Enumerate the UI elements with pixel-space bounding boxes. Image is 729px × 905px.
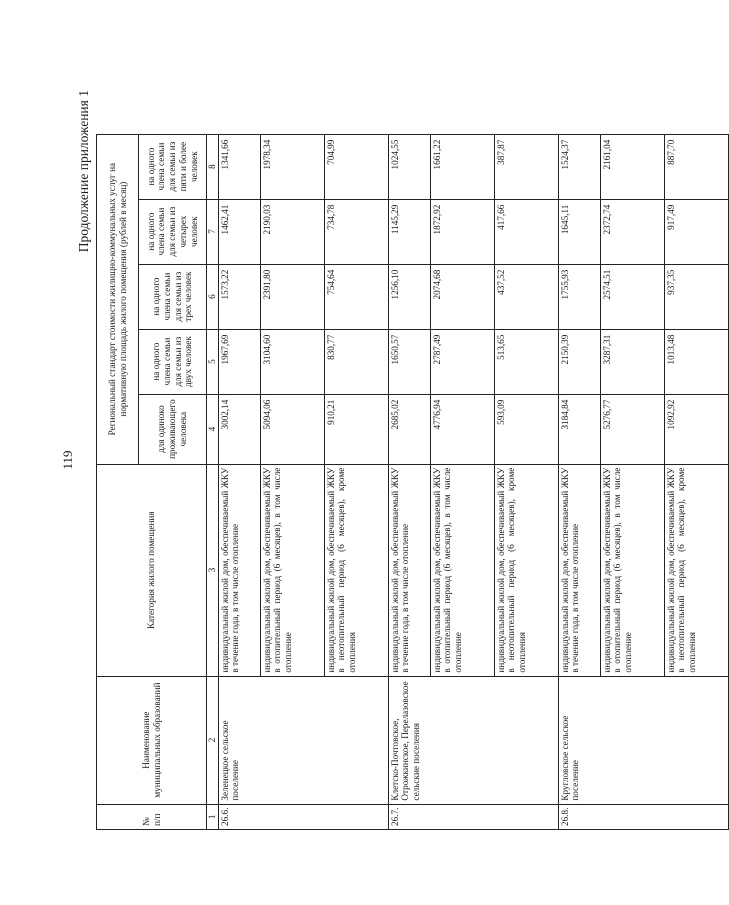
value-single: 593,09 xyxy=(494,394,558,464)
value-three: 754,64 xyxy=(324,264,388,329)
value-single: 1092,92 xyxy=(664,394,728,464)
column-number: 6 xyxy=(207,264,219,329)
municipality-name: Зеленецкое сельское поселение xyxy=(218,676,388,804)
municipality-name: Кругловское сельское поселение xyxy=(558,676,728,804)
value-four: 2372,74 xyxy=(600,199,664,264)
housing-category: индивидуальный жилой дом, обеспечиваемый ЖКУ в отопительный период (6 месяцев), в том числе отопление xyxy=(600,464,664,676)
value-single: 3002,14 xyxy=(218,394,260,464)
value-five: 1661,22 xyxy=(430,134,494,199)
value-single: 4776,94 xyxy=(430,394,494,464)
header-subcol-two: на одного члена семьи для семьи из двух человек xyxy=(139,329,207,394)
value-two: 1967,69 xyxy=(218,329,260,394)
value-single: 3184,84 xyxy=(558,394,600,464)
value-three: 2391,80 xyxy=(260,264,324,329)
header-standard: Региональный стандарт стоимости жилищно-коммунальных услуг на нормативную площадь жилого помещения (рублей в месяц) xyxy=(97,134,139,464)
value-three: 1256,10 xyxy=(388,264,430,329)
municipality-name: Клетско-Почтовское, Отрожкинское, Перелазовское сельские поселения xyxy=(388,676,558,804)
value-two: 2787,49 xyxy=(430,329,494,394)
value-five: 2161,04 xyxy=(600,134,664,199)
value-two: 513,65 xyxy=(494,329,558,394)
value-two: 1013,48 xyxy=(664,329,728,394)
value-five: 704,99 xyxy=(324,134,388,199)
page-number: 119 xyxy=(60,450,75,470)
housing-category: индивидуальный жилой дом, обеспечиваемый ЖКУ в течение года, в том числе отопление xyxy=(218,464,260,676)
header-no: № п/п xyxy=(97,804,207,829)
value-four: 734,78 xyxy=(324,199,388,264)
value-single: 5276,77 xyxy=(600,394,664,464)
value-four: 417,66 xyxy=(494,199,558,264)
value-three: 1755,93 xyxy=(558,264,600,329)
column-number: 1 xyxy=(207,804,219,829)
housing-category: индивидуальный жилой дом, обеспечиваемый ЖКУ в неотопительный период (6 месяцев), кроме отопления xyxy=(664,464,728,676)
header-subcol-five: на одного члена семьи для семьи из пяти и более человек xyxy=(139,134,207,199)
column-number: 5 xyxy=(207,329,219,394)
housing-category: индивидуальный жилой дом, обеспечиваемый ЖКУ в неотопительный период (6 месяцев), кроме отопления xyxy=(494,464,558,676)
column-number: 8 xyxy=(207,134,219,199)
column-number: 7 xyxy=(207,199,219,264)
value-four: 1462,41 xyxy=(218,199,260,264)
value-five: 387,87 xyxy=(494,134,558,199)
column-number: 3 xyxy=(207,464,219,676)
value-three: 2074,68 xyxy=(430,264,494,329)
value-five: 1341,66 xyxy=(218,134,260,199)
value-four: 1872,92 xyxy=(430,199,494,264)
value-four: 1645,11 xyxy=(558,199,600,264)
value-four: 1145,29 xyxy=(388,199,430,264)
value-five: 887,70 xyxy=(664,134,728,199)
appendix-caption: Продолжение приложения 1 xyxy=(76,90,91,253)
header-subcol-four: на одного члена семьи для семьи из четырех человек xyxy=(139,199,207,264)
header-subcol-three: на одного члена семьи для семьи из трех человек xyxy=(139,264,207,329)
value-five: 1978,34 xyxy=(260,134,324,199)
value-two: 1650,57 xyxy=(388,329,430,394)
rotated-sheet xyxy=(60,90,698,830)
row-number: 26.8. xyxy=(558,804,728,829)
value-single: 2685,02 xyxy=(388,394,430,464)
header-category: Категория жилого помещения xyxy=(97,464,207,676)
value-two: 3104,60 xyxy=(260,329,324,394)
housing-cost-table xyxy=(96,134,729,830)
value-two: 3287,31 xyxy=(600,329,664,394)
value-three: 2574,51 xyxy=(600,264,664,329)
housing-category: индивидуальный жилой дом, обеспечиваемый ЖКУ в неотопительный период (6 месяцев), кроме отопления xyxy=(324,464,388,676)
column-number: 4 xyxy=(207,394,219,464)
value-four: 2190,03 xyxy=(260,199,324,264)
value-five: 1524,37 xyxy=(558,134,600,199)
value-single: 5094,06 xyxy=(260,394,324,464)
housing-category: индивидуальный жилой дом, обеспечиваемый ЖКУ в течение года, в том числе отопление xyxy=(558,464,600,676)
value-two: 830,77 xyxy=(324,329,388,394)
housing-category: индивидуальный жилой дом, обеспечиваемый ЖКУ в течение года, в том числе отопление xyxy=(388,464,430,676)
value-single: 910,21 xyxy=(324,394,388,464)
value-four: 917,49 xyxy=(664,199,728,264)
value-two: 2150,39 xyxy=(558,329,600,394)
column-number: 2 xyxy=(207,676,219,804)
header-name: Наименование муниципальных образований xyxy=(97,676,207,804)
value-three: 937,35 xyxy=(664,264,728,329)
row-number: 26.6. xyxy=(218,804,388,829)
value-five: 1024,55 xyxy=(388,134,430,199)
header-subcol-single: для одиноко проживающего человека xyxy=(139,394,207,464)
housing-category: индивидуальный жилой дом, обеспечиваемый ЖКУ в отопительный период (6 месяцев), в том числе отопление xyxy=(260,464,324,676)
value-three: 1573,22 xyxy=(218,264,260,329)
row-number: 26.7. xyxy=(388,804,558,829)
value-three: 437,52 xyxy=(494,264,558,329)
housing-category: индивидуальный жилой дом, обеспечиваемый ЖКУ в отопительный период (6 месяцев), в том числе отопление xyxy=(430,464,494,676)
